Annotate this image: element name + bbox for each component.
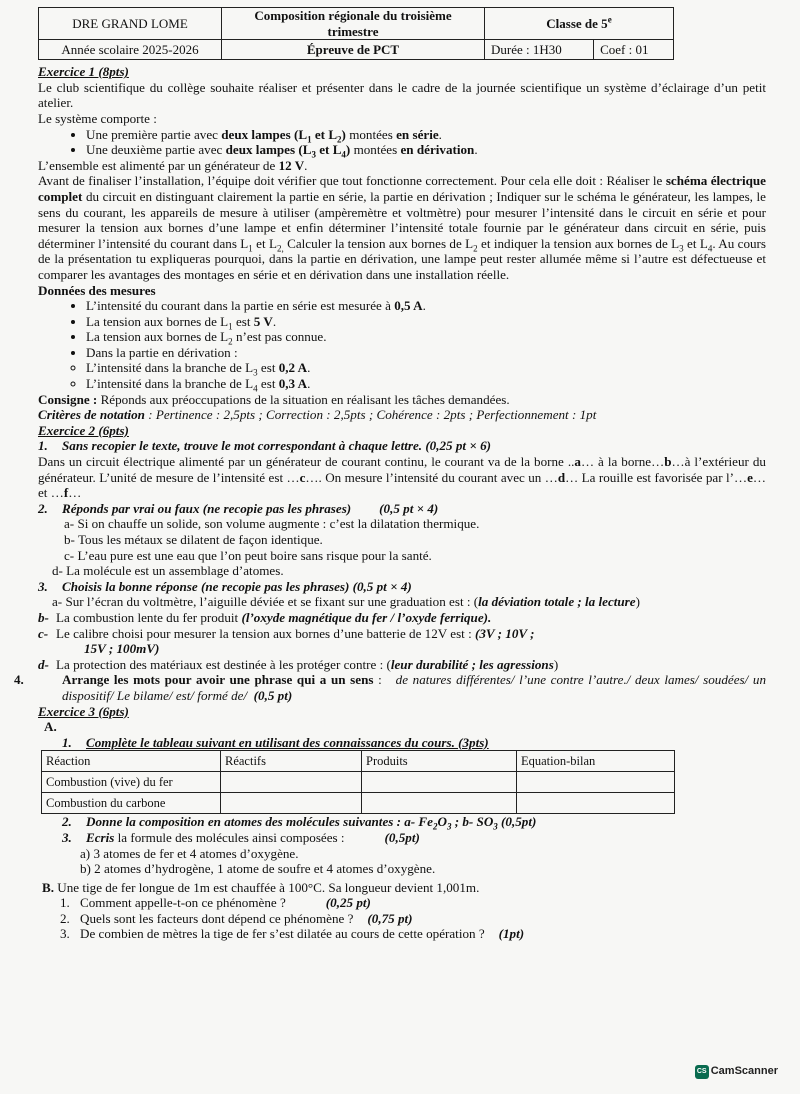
ex1-title: Exercice 1 (8pts) [38,64,129,80]
ex1-part-2: • Une deuxième partie avec deux lampes ($L_3$ et $L_4$) montées en dérivation. [86,142,766,158]
ex2-q1-text: Dans un circuit électrique alimenté par un générateur de courant continu, le courant va de la borne ..a… à la borne…b…à l’extérieur du générateur. L’unité de mesure de l’intensité est …c…. On mesure l’intensité du courant avec un …d… La rouille est favorisée par l’…e… et …f… [38,454,767,501]
ex1-parts-list [38,127,766,158]
table-header-cell: Réactifs [221,751,362,772]
ex1-alimentation: L’ensemble est alimenté par un générateur de 12 V. [38,157,308,173]
ex2-q3: 3. Choisis la bonne réponse (ne recopie pas les phrases) (0,5 pt × 4) [38,578,412,594]
table-header-cell: Produits [362,751,517,772]
table-row [42,772,675,793]
exercice-1 [38,64,766,423]
ex1-mesure-1: • L’intensité du courant dans la partie en série est mesurée à 0,5 A. [86,298,766,314]
ex3-b1: 1. Comment appelle-t-on ce phénomène ? (0,25 pt) [60,895,371,911]
ex3-b3: 3. De combien de mètres la tige de fer s’est dilatée au cours de cette opération ? (1pt) [60,926,525,942]
ex2-q2: 2. Réponds par vrai ou faux (ne recopie pas les phrases) (0,5 pt × 4) [38,500,439,516]
ex1-consigne: Consigne : Réponds aux préoccupations de la situation en réalisant les tâches demandées. [38,391,510,407]
ex2-q3-b: b- La combustion lente du fer produit (l’oxyde magnétique du fer / l’oxyde ferrique). [38,609,492,625]
camscanner-logo-icon: CS [695,1065,709,1079]
ex3-b2: 2. Quels sont les facteurs dont dépend ce phénomène ? (0,75 pt) [60,910,413,926]
ex1-criteres: Critères de notation : Pertinence : 2,5pts ; Correction : 2,5pts ; Cohérence : 2pts ; Perfectionnement : 1pt [38,407,597,423]
header-coef: Coef : 01 [594,40,674,60]
ex2-q2-a: a- Si on chauffe un solide, son volume augmente : c’est la dilatation thermique. [64,516,480,532]
ex1-mesure-3: • La tension aux bornes de $L_2$ n’est pas connue. [86,329,766,345]
ex2-q3-c-cont: 15V ; 100mV) [84,641,160,657]
camscanner-text: CamScanner [710,1065,778,1078]
ex1-intro: Le club scientifique du collège souhaite réaliser et présenter dans le cadre de la journée scientifique un système d’éclairage d’un petit atelier. [38,79,766,111]
ex2-title: Exercice 2 (6pts) [38,422,129,438]
table-cell: Combustion du carbone [42,793,221,814]
table-cell [221,772,362,793]
header-duree: Durée : 1H30 [485,40,594,60]
exercice-2 [14,422,767,704]
ex1-taches: Avant de finaliser l’installation, l’équipe doit vérifier que tout fonctionne correctement. Pour cela elle doit : Réaliser le schéma électrique complet du circuit en distinguant clairement la partie en série, la partie en dérivation ; Indiquer sur le schéma le générateur, les lampes, le sens du courant, les appareils de mesure à utiliser (ampèremètre et voltmètre) pour mesurer l’intensité dans le circuit en série et pour mesurer la tension aux bornes d’une lampe et enfin déterminer l’intensité totale fournie par le générateur dans circuit en série, puis déterminer l’intensité du courant dans $L_1$ et $L_{2,}$ Calculer la tension aux bornes de $L_2$ et indiquer la tension aux bornes de $L_3$ et $L_4$. Au cours de la présentation tu expliqueras pourquoi, dans la partie en dérivation, une lampe peut rester allumée même si l’autre est défectueuse et comparer les avantages des montages en série et en dérivation dans une installation réelle. [38,173,767,282]
ex2-q3-c: c- Le calibre choisi pour mesurer la tension aux bornes d’une batterie de 12V est : (3V ; 10V ; [38,625,535,641]
ex3-part-b: B. Une tige de fer longue de 1m est chauffée à 100°C. Sa longueur devient 1,001m. [42,879,480,895]
ex2-q3-d: d- La protection des matériaux est destinée à les protéger contre : (leur durabilité ; les agressions) [38,656,559,672]
table-cell [362,793,517,814]
ex3-q3: 3. Ecris la formule des molécules ainsi composées : (0,5pt) [62,829,420,845]
ex1-part-1: • Une première partie avec deux lampes ($L_1$ et $L_2$) montées en série. [86,127,766,143]
header-annee: Année scolaire 2025-2026 [39,40,222,60]
table-header-row [42,751,675,772]
table-row [42,793,675,814]
ex1-derivation-list [38,360,766,394]
table-cell [221,793,362,814]
ex2-q2-c: c- L’eau pure est une eau que l’on peut boire sans risque pour la santé. [64,547,432,563]
header-classe: Classe de 5e [485,8,674,40]
table-cell [517,793,675,814]
ex1-donnees-title: Données des mesures [38,282,156,298]
header-dre: DRE GRAND LOME [39,8,222,40]
ex1-mesure-2: • La tension aux bornes de $L_1$ est 5 V. [86,314,766,330]
table-header-cell: Réaction [42,751,221,772]
exam-header-table [38,7,674,60]
ex1-mesure-5: ◦ L’intensité dans la branche de $L_3$ est 0,2 A. [86,360,766,376]
table-cell [362,772,517,793]
exercice-3 [38,704,766,943]
camscanner-watermark [695,1064,778,1080]
ex2-q2-d: d- La molécule est un assemblage d’atomes. [52,563,284,579]
ex3-q3-a: a) 3 atomes de fer et 4 atomes d’oxygène. [80,845,299,861]
header-epreuve: Épreuve de PCT [222,40,485,60]
ex3-table [41,750,675,814]
table-header-cell: Equation-bilan [517,751,675,772]
ex2-q1: 1. Sans recopier le texte, trouve le mot correspondant à chaque lettre. (0,25 pt × 6) [38,438,491,454]
ex1-mesure-6: ◦ L’intensité dans la branche de $L_4$ est 0,3 A. [86,376,766,392]
ex3-part-a: A. [44,719,57,735]
ex2-q3-a: a- Sur l’écran du voltmètre, l’aiguille déviée et se fixant sur une graduation est : (la déviation totale ; la lecture) [52,594,640,610]
ex1-systeme: Le système comporte : [38,110,157,126]
ex3-q3-b: b) 2 atomes d’hydrogène, 1 atome de soufre et 4 atomes d’oxygène. [80,861,436,877]
ex3-title: Exercice 3 (6pts) [38,703,129,719]
table-cell: Combustion (vive) du fer [42,772,221,793]
ex1-mesures-list [38,298,766,360]
table-cell [517,772,675,793]
header-composition: Composition régionale du troisième trimestre [222,8,485,40]
ex2-q2-b: b- Tous les métaux se dilatent de façon identique. [64,532,323,547]
ex3-q1: 1. Complète le tableau suivant en utilisant des connaissances du cours. (3pts) [62,734,489,750]
ex1-mesure-4: • Dans la partie en dérivation : [86,345,766,361]
exam-page [14,7,767,942]
ex3-q2: 2. Donne la composition en atomes des molécules suivantes : a- $Fe_2O_3$ ; b- $SO_3$ (0,5pt) [62,814,537,832]
ex2-q4: 4. Arrange les mots pour avoir une phrase qui a un sens : de natures différentes/ l’une contre l’autre./ deux lames/ soudées/ un dispositif/ Le bilame/ est/ formé de/ (0,5 pt) [14,672,766,703]
